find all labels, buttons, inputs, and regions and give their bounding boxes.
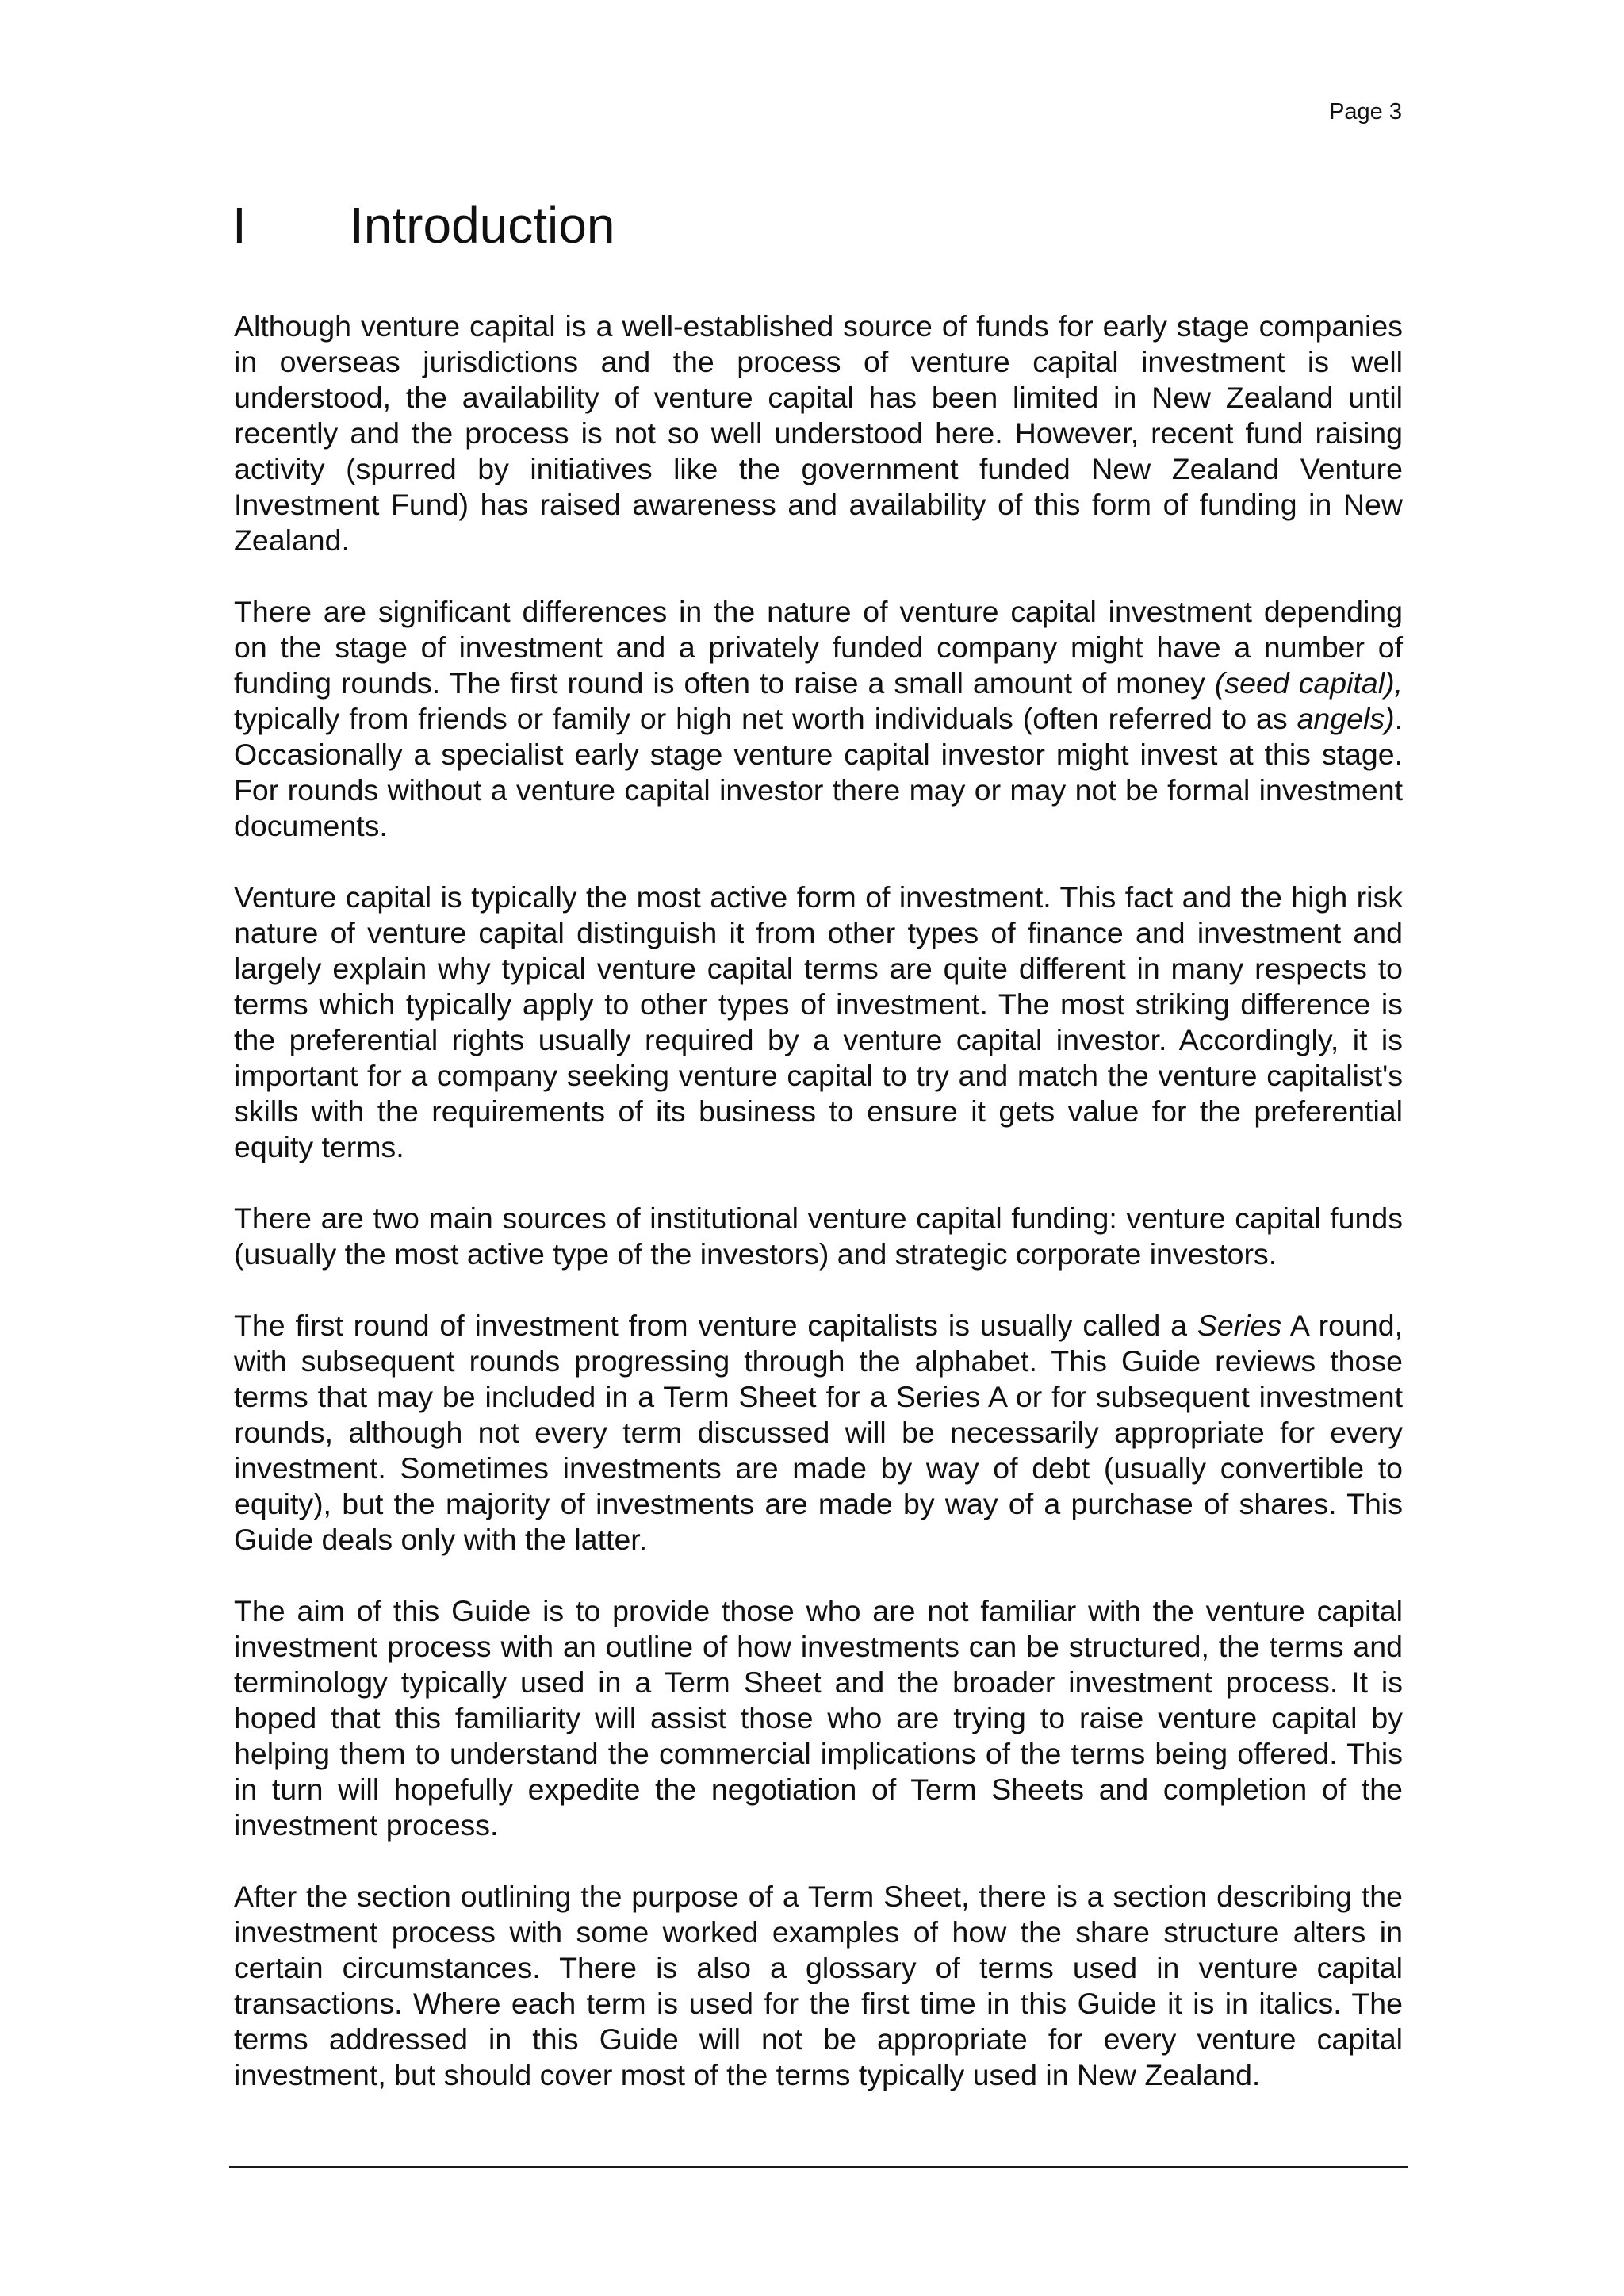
paragraph-5 — [234, 1308, 1403, 1558]
italic-term: angels) — [1297, 702, 1395, 735]
paragraph-2 — [234, 594, 1403, 844]
paragraph-3 — [234, 880, 1403, 1165]
text-run: There are significant differences in the nature of venture capital investment depending on the stage of investment and a privately funded company might have a number of funding rounds. The first round is often to raise a small amount of money — [234, 595, 1403, 700]
section-title: Introduction — [350, 197, 615, 254]
section-heading — [232, 194, 615, 257]
text-run: A round, with subsequent rounds progressing through the alphabet. This Guide reviews those terms that may be included in a Term Sheet for a Series A or for subsequent investment rounds, although not every term discussed will be necessarily appropriate for every investment. Sometimes investments are made by way of debt (usually convertible to equity), but the majority of investments are made by way of a purchase of shares. This Guide deals only with the latter. — [234, 1309, 1403, 1556]
text-run: Although venture capital is a well-established source of funds for early stage companies in overseas jurisdictions and the process of venture capital investment is well understood, the availability of venture capital has been limited in New Zealand until recently and the process is not so well understood here. However, recent fund raising activity (spurred by initiatives like the government funded New Zealand Venture Investment Fund) has raised awareness and availability of this form of funding in New Zealand. — [234, 309, 1403, 557]
text-run: After the section outlining the purpose of a Term Sheet, there is a section describing the investment process with some worked examples of how the share structure alters in certain circumstances. There is also a glossary of terms used in venture capital transactions. Where each term is used for the first time in this Guide it is in italics. The terms addressed in this Guide will not be appropriate for every venture capital investment, but should cover most of the terms typically used in New Zealand. — [234, 1880, 1403, 2091]
text-run: . Occasionally a specialist early stage venture capital investor might invest at this stage. For rounds without a venture capital investor there may or may not be formal investment documents. — [234, 702, 1403, 842]
italic-term: (seed capital), — [1214, 666, 1403, 700]
text-run: Venture capital is typically the most active form of investment. This fact and the high risk nature of venture capital distinguish it from other types of finance and investment and largely explain why typical venture capital terms are quite different in many respects to terms which typically apply to other types of investment. The most striking difference is the preferential rights usually required by a venture capital investor. Accordingly, it is important for a company seeking venture capital to try and match the venture capitalist's skills with the requirements of its business to ensure it gets value for the preferential equity terms. — [234, 880, 1403, 1163]
text-run: The first round of investment from venture capitalists is usually called a — [234, 1309, 1197, 1342]
italic-term: Series — [1197, 1309, 1282, 1342]
text-run: The aim of this Guide is to provide those who are not familiar with the venture capital investment process with an outline of how investments can be structured, the terms and terminology typically used in a Term Sheet and the broader investment process. It is hoped that this familiarity will assist those who are trying to raise venture capital by helping them to understand the commercial implications of the terms being offered. This in turn will hopefully expedite the negotiation of Term Sheets and completion of the investment process. — [234, 1594, 1403, 1842]
body-text — [234, 309, 1403, 2129]
paragraph-4 — [234, 1201, 1403, 1272]
text-run: There are two main sources of institutional venture capital funding: venture capital funds (usually the most active type of the investors) and strategic corporate investors. — [234, 1202, 1403, 1271]
paragraph-1 — [234, 309, 1403, 558]
footer-divider — [229, 2166, 1408, 2168]
paragraph-7 — [234, 1879, 1403, 2093]
paragraph-6 — [234, 1593, 1403, 1843]
section-number: I — [232, 197, 247, 254]
text-run: typically from friends or family or high net worth individuals (often referred to as — [234, 702, 1297, 735]
page-number: Page 3 — [1329, 99, 1402, 125]
